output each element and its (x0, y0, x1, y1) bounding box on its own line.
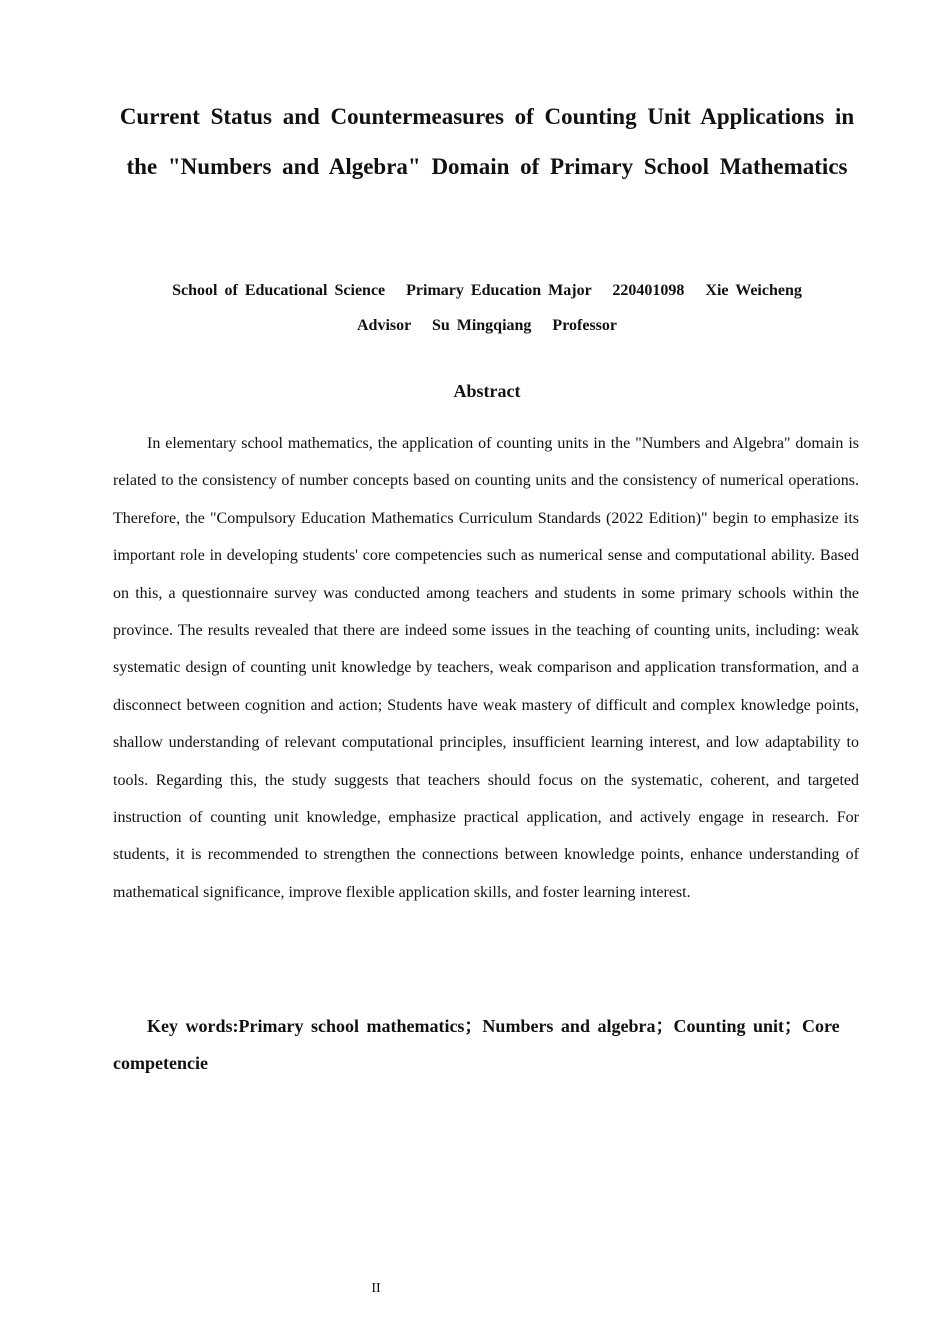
keywords: Key words:Primary school mathematics；Numbers and algebra；Counting unit；Core competencie (113, 1016, 840, 1073)
author-byline (112, 273, 862, 343)
paper-title: Current Status and Countermeasures of Counting Unit Applications in the "Numbers and Algebra" Domain of Primary School Mathematics (119, 104, 855, 179)
author-affiliation-line: School of Educational Science Primary Education Major 220401098 Xie Weicheng (172, 282, 802, 299)
abstract-heading: Abstract (453, 381, 521, 401)
abstract-body: In elementary school mathematics, the application of counting units in the "Numbers and Algebra" domain is related to the consistency of number concepts based on counting units and the consistency of numerical operations. Therefore, the "Compulsory Education Mathematics Curriculum Standards (2022 Edition)" begin to emphasize its important role in developing students' core competencies such as numerical sense and computational ability. Based on this, a questionnaire survey was conducted among teachers and students in some primary schools within the province. The results revealed that there are indeed some issues in the teaching of counting units, including: weak systematic design of counting unit knowledge by teachers, weak comparison and application transformation, and a disconnect between cognition and action; Students have weak mastery of difficult and complex knowledge points, shallow understanding of relevant computational principles, insufficient learning interest, and low adaptability to tools. Regarding this, the study suggests that teachers should focus on the systematic, coherent, and targeted instruction of counting unit knowledge, emphasize practical application, and actively engage in research. For students, it is recommended to strengthen the connections between knowledge points, enhance understanding of mathematical significance, improve flexible application skills, and foster learning interest. (113, 435, 859, 901)
advisor-line: Advisor Su Mingqiang Professor (357, 317, 617, 334)
page-number: II (371, 1281, 381, 1296)
